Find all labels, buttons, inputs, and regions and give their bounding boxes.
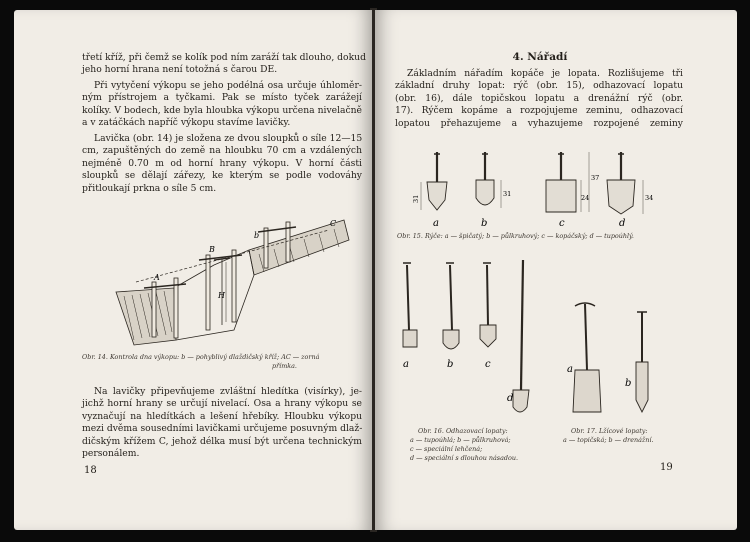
dimension-d: 34 [645, 194, 654, 202]
text-line: (obr. 16), dále topičskou lopatu a drenážní rýč (obr. [395, 92, 683, 104]
left-paragraph-3 [82, 133, 362, 195]
figure-16-label-b: b [447, 359, 454, 370]
figure-16-label-a: a [403, 359, 409, 370]
section-heading: 4. Nářadí [512, 51, 568, 63]
figure-14-label-c: C [330, 219, 337, 228]
right-page [375, 10, 737, 530]
text-line: a v zatáčkách napříč výkopu stavíme lavičky. [82, 117, 291, 129]
figure-14-caption [82, 353, 367, 371]
text-line: Lavička (obr. 14) je složena ze dvou sloupků o síle 12—15 [94, 133, 363, 144]
text-line: Základním nářadím kopáče je lopata. Rozlišujeme tři [407, 68, 683, 79]
text-line: lopatou přehazujeme a vyhazujeme rozpojené zeminy [395, 117, 683, 129]
dimension-a: 31 [412, 194, 420, 203]
figure-17-label-b: b [625, 378, 632, 389]
caption-line: Obr. 17. Lžícové lopaty: [571, 427, 648, 435]
figure-16-label-c: c [485, 359, 491, 370]
figure-14-label-b-upper: B [209, 245, 215, 254]
caption-line: a — tupoúhlá; b — půlkruhová; [410, 436, 511, 444]
text-line: Na lavičky připevňujeme zvláštní hledítka (visírky), je- [94, 386, 362, 397]
left-paragraph-1 [82, 52, 366, 77]
left-page [14, 10, 372, 530]
figure-16-caption [410, 427, 550, 463]
text-line: personálem. [82, 448, 140, 460]
text-line: vyznačují na hledítkách a lešení hřebíky. Hloubku výkopu [82, 410, 362, 422]
text-line: sloupků se dělají zářezy, ke kterým se podle vodováhy [82, 170, 362, 182]
figure-15-label-c: c [559, 218, 565, 229]
caption-line: a — topičská; b — drenážní. [563, 436, 654, 444]
figure-15-caption [397, 232, 727, 241]
figure-15-label-b: b [481, 218, 488, 229]
text-line: cm, zapuštěných do země na hloubku 70 cm a vzdálených [82, 145, 362, 157]
page-number-right: 19 [660, 462, 673, 473]
text-line: přitloukají prkna o síle 5 cm. [82, 182, 217, 194]
text-line: mezi dvěma sousedními lavičkami určujeme posuvným dlaž- [82, 423, 363, 435]
figure-16-label-d: d [507, 393, 514, 404]
text-line: ným přístrojem a tyčkami. Pak se místo tyček zarážejí [82, 92, 362, 104]
dimension-b: 31 [503, 190, 512, 198]
dimension-c-2: 37 [591, 174, 600, 182]
caption-line: Obr. 16. Odhazovací lopaty: [418, 427, 508, 435]
figure-15-spades-illustration [412, 150, 685, 230]
caption-line: d — speciální s dlouhou násadou. [410, 454, 518, 462]
page-number-left: 18 [84, 465, 97, 476]
figure-16-shovels-illustration [395, 255, 535, 425]
text-line: jeho horní hrana není totožná s čarou DE. [82, 64, 278, 76]
figure-15-label-d: d [619, 218, 626, 229]
text-line: dičským křížem C, jehož délka musí být určena technickým [82, 435, 362, 447]
figure-14-label-b: b [254, 231, 260, 240]
caption-line: c — speciální lehčená; [410, 445, 483, 453]
text-line: kolíky. V bodech, kde byla hloubka výkopu určena nivelačně [82, 104, 362, 116]
caption-line: Obr. 14. Kontrola dna výkopu: b — pohyblivý dlaždičský kříž; AC — zorná [82, 353, 320, 361]
caption-line: Obr. 15. Rýče: a — špičatý; b — půlkruhový; c — kopáčský; d — tupoúhlý. [397, 232, 634, 240]
figure-17-scoop-shovels-illustration [565, 300, 675, 420]
text-line: třetí kříž, při čemž se kolík pod ním zaráží tak dlouho, dokud [82, 52, 366, 63]
right-paragraph-1 [395, 68, 683, 130]
left-paragraph-4 [82, 386, 362, 460]
figure-14-trench-illustration [114, 210, 354, 350]
text-line: 17). Rýčem kopáme a rozpojujeme zeminu, odhazovací [395, 105, 683, 117]
caption-line: přímka. [272, 362, 297, 370]
text-line: nejméně 0.70 m od horní hrany výkopu. V horní části [82, 157, 362, 169]
text-line: jichž horní hrany se určují nivelací. Osa a hrany výkopu se [82, 398, 362, 410]
figure-14-label-a: A [154, 273, 160, 282]
text-line: Při vytyčení výkopu se jeho podélná osa určuje úhloměr- [94, 80, 362, 91]
figure-17-caption [563, 427, 703, 445]
dimension-c-1: 24 [581, 194, 590, 202]
left-paragraph-2 [82, 80, 362, 130]
figure-17-label-a: a [567, 364, 573, 375]
figure-14-label-h: H [218, 291, 225, 300]
figure-15-label-a: a [433, 218, 439, 229]
text-line: základní druhy lopat: rýč (obr. 15), odhazovací lopatu [395, 80, 683, 92]
